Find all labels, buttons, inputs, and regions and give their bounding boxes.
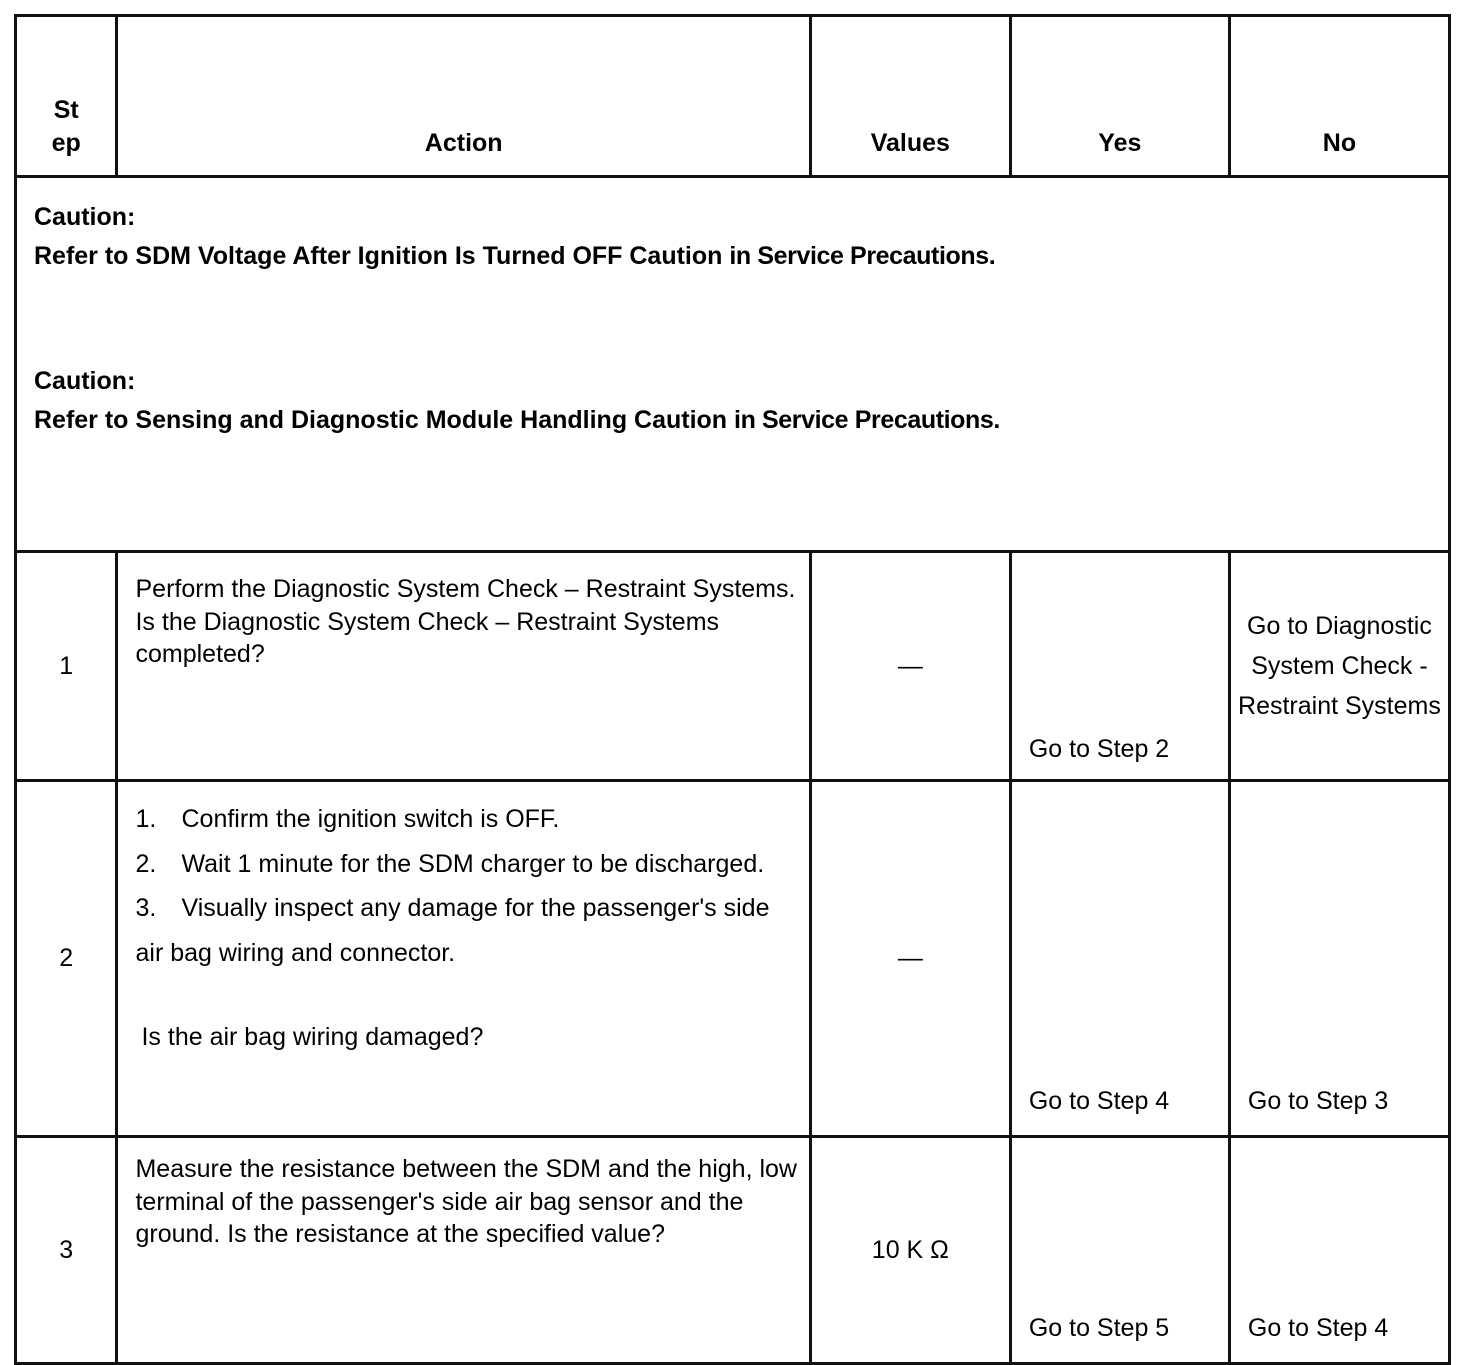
caution-reference: Refer to Sensing and Diagnostic Module Handling Caution	[34, 406, 728, 434]
yes-cell: Go to Step 5	[1010, 1137, 1229, 1364]
caution-text	[34, 401, 1448, 440]
list-item-number: 2.	[135, 849, 157, 878]
list-item	[135, 886, 798, 975]
header-step: St ep	[16, 16, 117, 177]
list-item-number: 3.	[135, 894, 157, 922]
header-values: Values	[810, 16, 1010, 177]
step-number: 1	[16, 552, 117, 781]
diagnostic-table	[14, 14, 1451, 1365]
header-yes: Yes	[1010, 16, 1229, 177]
list-item-text: Visually inspect any damage for the passenger's side air bag wiring and connector.	[135, 894, 770, 967]
caution-block	[34, 362, 1448, 440]
list-item-text: Confirm the ignition switch is OFF.	[181, 805, 560, 833]
list-item-number: 1.	[135, 805, 157, 833]
step-number: 3	[16, 1137, 117, 1364]
yes-cell: Go to Step 4	[1010, 781, 1229, 1137]
step-number: 2	[16, 781, 117, 1137]
value-cell: 10 K Ω	[810, 1137, 1010, 1364]
value-cell: —	[810, 781, 1010, 1137]
list-item-text: Wait 1 minute for the SDM charger to be discharged.	[181, 849, 765, 878]
list-item	[135, 842, 798, 887]
yes-cell: Go to Step 2	[1010, 552, 1229, 781]
value-cell: —	[810, 552, 1010, 781]
table-row	[16, 552, 1450, 781]
action-list	[135, 797, 798, 975]
table-header-row	[16, 16, 1450, 177]
caution-cell	[16, 177, 1450, 552]
table-row	[16, 781, 1450, 1137]
no-cell: Go to Diagnostic System Check - Restraint Systems	[1229, 552, 1449, 781]
action-text: Measure the resistance between the SDM and the high, low terminal of the passenger's side air bag sensor and the ground. Is the resistance at the specified value?	[117, 1137, 810, 1364]
header-no: No	[1229, 16, 1449, 177]
caution-reference: Refer to SDM Voltage After Ignition Is Turned OFF Caution	[34, 242, 723, 270]
header-action: Action	[117, 16, 810, 177]
action-cell	[117, 781, 810, 1137]
caution-label: Caution:	[34, 203, 136, 231]
action-question: Is the air bag wiring damaged?	[141, 1023, 484, 1051]
caution-suffix: in Service Precautions.	[729, 242, 996, 270]
table-row	[16, 1137, 1450, 1364]
no-cell: Go to Step 3	[1229, 781, 1449, 1137]
action-text: Perform the Diagnostic System Check – Restraint Systems. Is the Diagnostic System Check – Restraint Systems completed?	[117, 552, 810, 781]
caution-row	[16, 177, 1450, 552]
no-cell: Go to Step 4	[1229, 1137, 1449, 1364]
caution-block	[34, 198, 1448, 276]
caution-label: Caution:	[34, 367, 136, 395]
caution-text	[34, 237, 1448, 276]
caution-suffix: in Service Precautions.	[734, 406, 1000, 434]
list-item	[135, 797, 798, 842]
